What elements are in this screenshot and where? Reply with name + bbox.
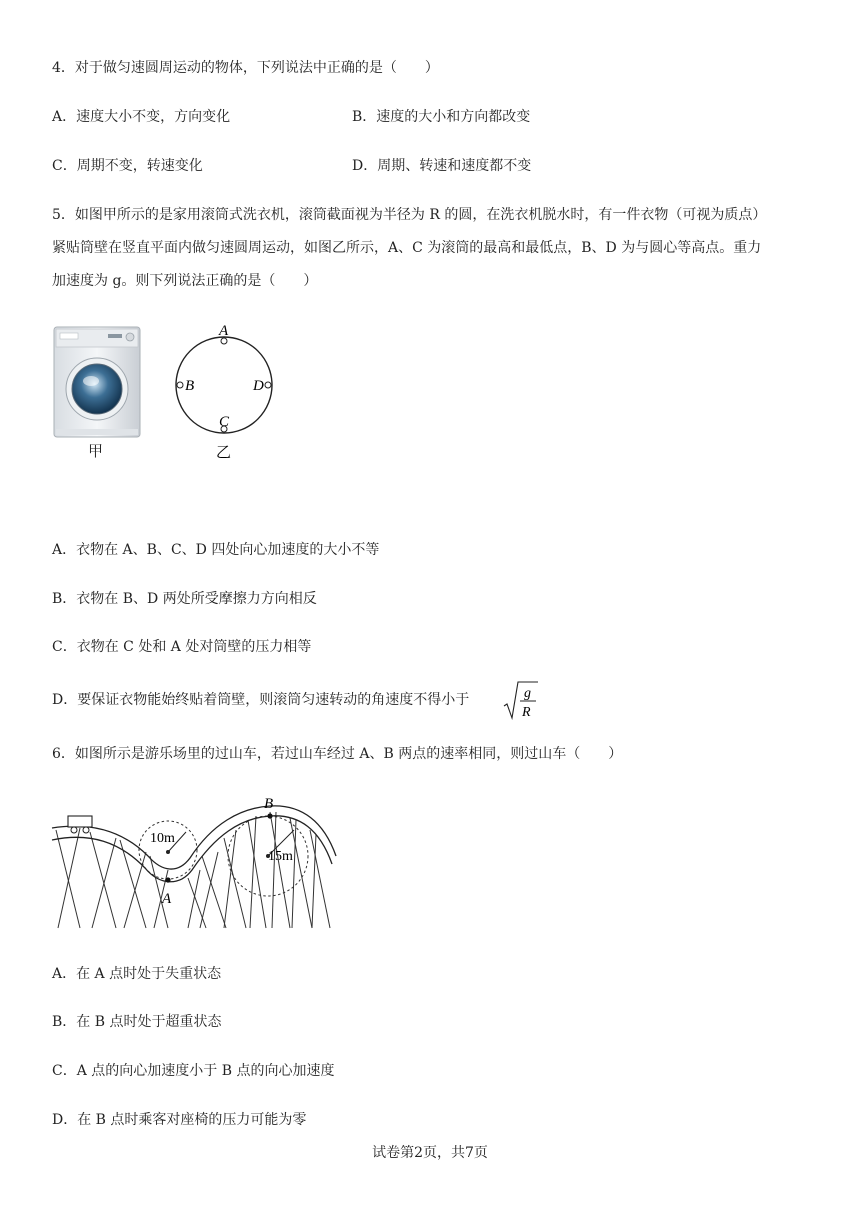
drum-cross-section-figure [168,318,278,460]
point-d-label: D [253,378,264,394]
point-c-label: C [219,414,230,430]
q4-stem: 4．对于做匀速圆周运动的物体，下列说法中正确的是（ ） [52,60,439,76]
figure-jia-label: 甲 [88,442,104,460]
q5-option-c: C．衣物在 C 处和 A 处对筒壁的压力相等 [52,639,312,655]
q5-option-a: A．衣物在 A、B、C、D 四处向心加速度的大小不等 [52,542,380,558]
point-a-label: A [162,891,172,907]
q4-option-b: B．速度的大小和方向都改变 [352,109,531,125]
q6-option-c: C．A 点的向心加速度小于 B 点的向心加速度 [52,1063,335,1079]
q6-option-d: D．在 B 点时乘客对座椅的压力可能为零 [52,1112,307,1128]
figure-yi-label: 乙 [216,445,232,460]
roller-coaster-figure [50,790,340,935]
q4-option-a: A．速度大小不变，方向变化 [52,109,231,125]
point-a-label: A [219,323,229,339]
q5-stem-line3: 加速度为 g。则下列说法正确的是（ ） [52,273,318,289]
point-b-label: B [264,796,274,812]
q6-option-b: B．在 B 点时处于超重状态 [52,1014,222,1030]
formula-numerator: g [524,686,531,701]
q6-option-a: A．在 A 点时处于失重状态 [52,966,222,982]
q5-option-b: B．衣物在 B、D 两处所受摩擦力方向相反 [52,591,317,607]
q5-stem-line1: 5．如图甲所示的是家用滚筒式洗衣机，滚筒截面视为半径为 R 的圆，在洗衣机脱水时，有一件衣物（可视为质点） [52,207,767,223]
q4-option-d: D．周期、转速和速度都不变 [352,158,532,174]
q5-stem-line2: 紧贴筒壁在竖直平面内做匀速圆周运动，如图乙所示，A、C 为滚筒的最高和最低点，B、D 为与圆心等高点。重力 [52,240,762,256]
formula-denominator: R [522,705,531,720]
q4-option-c: C．周期不变，转速变化 [52,158,203,174]
radius-15m-label: 15m [268,849,293,864]
q6-stem: 6．如图所示是游乐场里的过山车，若过山车经过 A、B 两点的速率相同，则过山车（ ） [52,746,623,762]
q5-option-d: D．要保证衣物能始终贴着筒壁，则滚筒匀速转动的角速度不得小于 [52,692,470,708]
radius-10m-label: 10m [150,831,175,846]
page-footer: 试卷第2页，共7页 [372,1145,488,1161]
sqrt-g-over-r-formula [503,680,539,722]
point-b-label: B [185,378,195,394]
